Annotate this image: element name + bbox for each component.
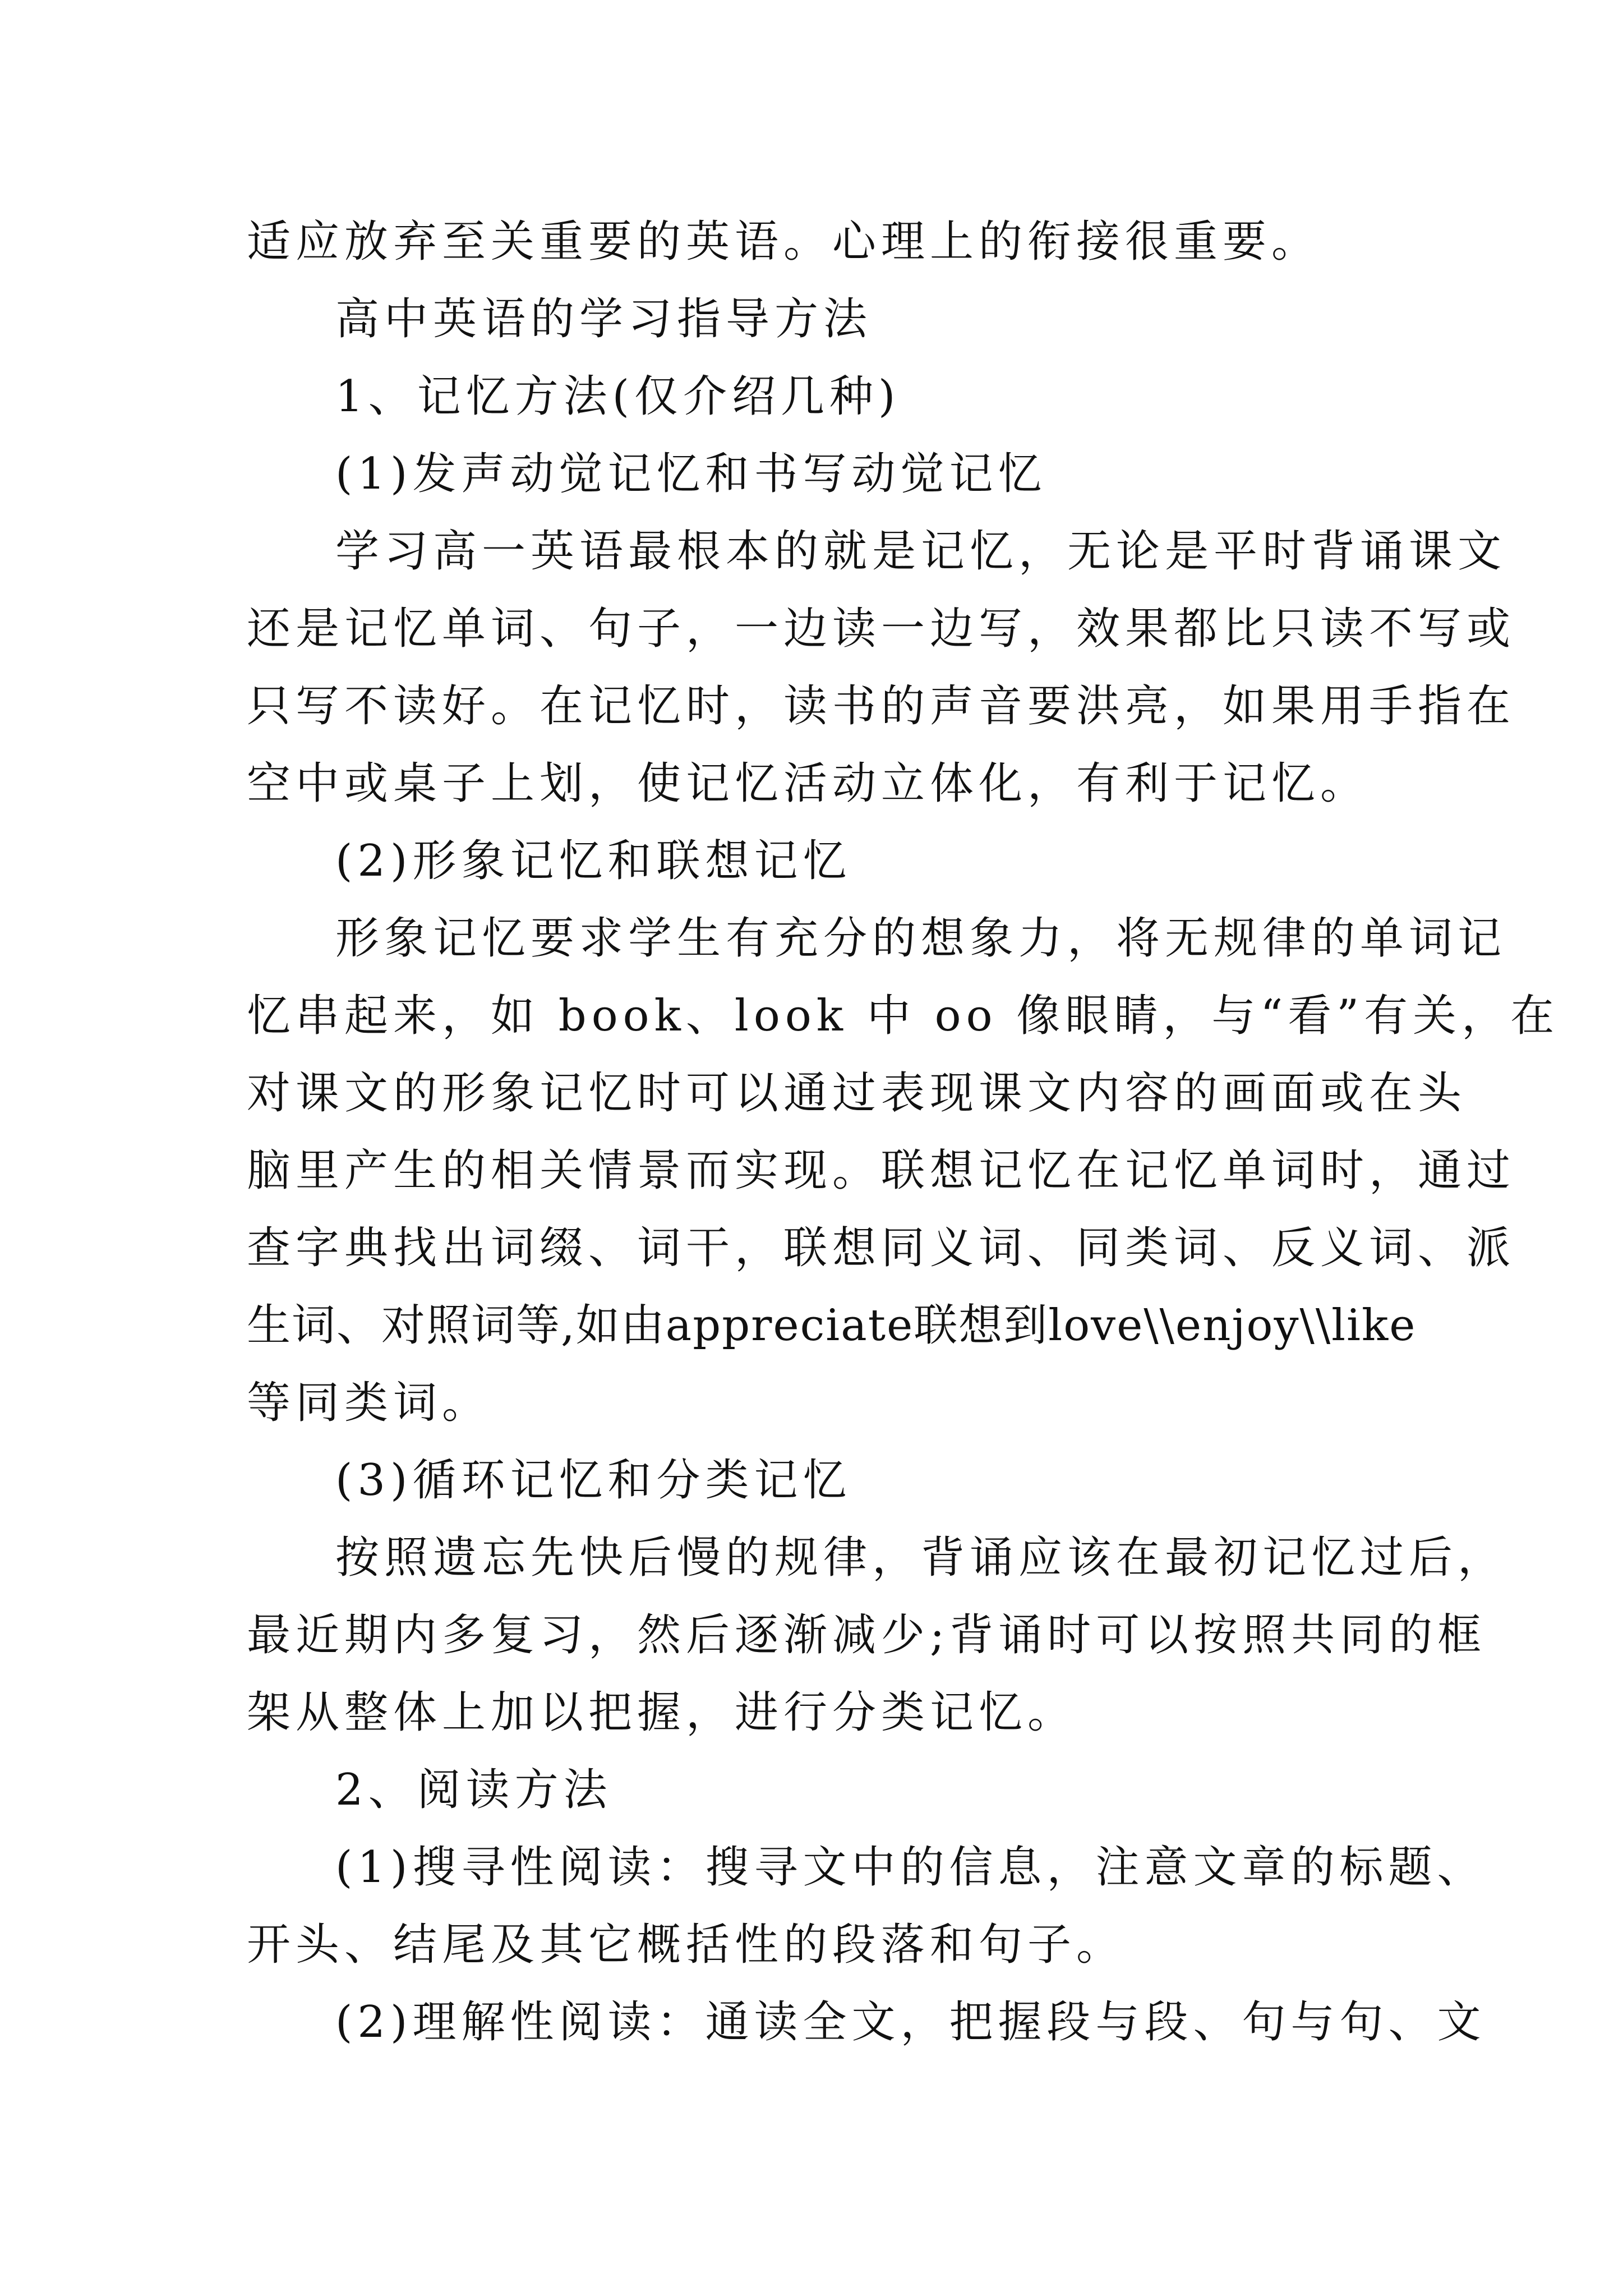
paragraph-line: 开头、结尾及其它概括性的段落和句子。 <box>247 1920 1126 1970</box>
paragraph-line: 忆串起来，如 book、look 中 oo 像眼睛，与“看”有关，在 <box>247 991 1560 1041</box>
paragraph-line: (1)搜寻性阅读：搜寻文中的信息，注意文章的标题、 <box>335 1842 1486 1893</box>
paragraph-line: 生词、对照词等,如由appreciate联想到love\\enjoy\\like <box>247 1300 1417 1351</box>
section-heading: 高中英语的学习指导方法 <box>335 294 873 344</box>
paragraph-line: 等同类词。 <box>247 1378 491 1428</box>
subheading-memory-1: (1)发声动觉记忆和书写动觉记忆 <box>335 449 1047 499</box>
paragraph-line: 学习高一英语最根本的就是记忆，无论是平时背诵课文 <box>335 526 1507 577</box>
paragraph-line: 按照遗忘先快后慢的规律，背诵应该在最初记忆过后， <box>335 1533 1507 1583</box>
paragraph-line: 查字典找出词缀、词干，联想同义词、同类词、反义词、派 <box>247 1223 1516 1273</box>
paragraph-line: 还是记忆单词、句子，一边读一边写，效果都比只读不写或 <box>247 604 1516 654</box>
subheading-memory-methods: 1、记忆方法(仅介绍几种) <box>335 371 901 422</box>
text-line-1: 适应放弃至关重要的英语。心理上的衔接很重要。 <box>247 217 1321 267</box>
subheading-memory-2: (2)形象记忆和联想记忆 <box>335 836 852 886</box>
paragraph-line: 脑里产生的相关情景而实现。联想记忆在记忆单词时，通过 <box>247 1145 1516 1196</box>
paragraph-line: 只写不读好。在记忆时，读书的声音要洪亮，如果用手指在 <box>247 681 1516 731</box>
paragraph-line: (2)理解性阅读：通读全文，把握段与段、句与句、文 <box>335 1997 1486 2047</box>
subheading-memory-3: (3)循环记忆和分类记忆 <box>335 1455 852 1506</box>
subheading-reading-methods: 2、阅读方法 <box>335 1765 612 1815</box>
paragraph-line: 架从整体上加以把握，进行分类记忆。 <box>247 1687 1077 1738</box>
paragraph-line: 空中或桌子上划，使记忆活动立体化，有利于记忆。 <box>247 758 1370 809</box>
paragraph-line: 对课文的形象记忆时可以通过表现课文内容的画面或在头 <box>247 1068 1467 1119</box>
paragraph-line: 最近期内多复习，然后逐渐减少;背诵时可以按照共同的框 <box>247 1610 1487 1660</box>
paragraph-line: 形象记忆要求学生有充分的想象力，将无规律的单词记 <box>335 913 1507 964</box>
